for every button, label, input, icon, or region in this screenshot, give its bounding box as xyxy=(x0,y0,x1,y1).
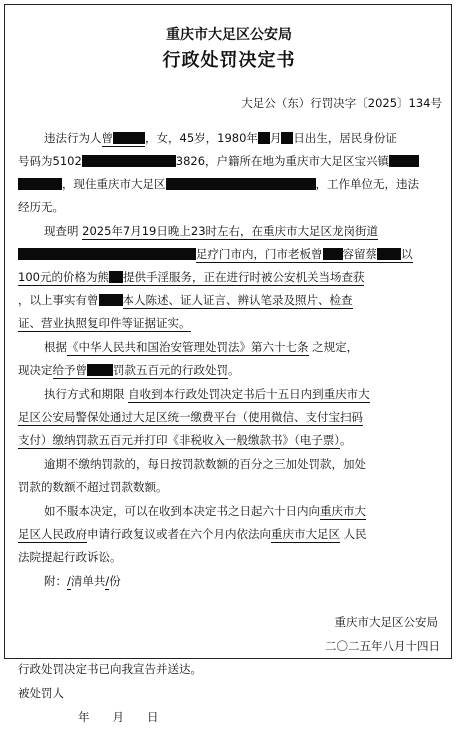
offender-line-1 xyxy=(44,131,397,145)
recipient-signature-label: 被处罚人 xyxy=(18,686,64,700)
redaction-block xyxy=(18,248,196,260)
penalty-decision: 给予曾 罚款五百元的行政处罚 xyxy=(52,363,228,377)
issuing-agency-header: 重庆市大足区公安局 xyxy=(166,27,292,43)
offender-line-3 xyxy=(18,177,419,191)
appeal-lead: 如不服本决定，可以在收到本决定书之日起六十日内向 xyxy=(44,504,320,518)
attachment-count-label: 清单共 xyxy=(70,574,106,588)
issue-date: 二〇二五年八月十四日 xyxy=(325,639,440,653)
execution-deadline: 自收到本行政处罚决定书后十五日内到重庆市大 xyxy=(128,387,370,401)
decision-lead: 现决定 xyxy=(18,363,53,377)
legal-basis-lead: 根据 xyxy=(44,340,67,354)
legal-basis-line-1 xyxy=(44,340,358,354)
incident-time-place: 2025年7月19日晚上23时左右，在重庆市大足区龙岗街道 xyxy=(82,224,379,238)
review-authority-cont: 足区人民政府 xyxy=(18,527,87,541)
legal-basis-line-2 xyxy=(18,363,240,377)
execution-label: 执行方式和期限 xyxy=(44,387,125,401)
appeal-line-3: 法院提起行政诉讼。 xyxy=(18,550,122,564)
legal-basis-tail: 之规定， xyxy=(312,340,359,354)
household-registration: 3826，户籍所在地为重庆市大足区宝兴镇 xyxy=(175,154,390,168)
late-fee-line-1: 逾期不缴纳罚款的，每日按罚款数额的百分之三加处罚款，加处 xyxy=(44,457,366,471)
redaction-block xyxy=(18,178,62,190)
attachment-unit: 份 xyxy=(109,574,121,588)
court-name-tail: 人民 xyxy=(343,527,367,541)
execution-line-3 xyxy=(18,433,352,447)
birth-month-label: 月 xyxy=(269,131,282,145)
offender-label: 违法行为人 xyxy=(44,131,102,145)
redaction-block xyxy=(109,271,123,283)
offender-line-2 xyxy=(18,154,419,168)
attachment-name: / xyxy=(67,574,71,588)
facts-line-1 xyxy=(44,224,378,238)
offender-birth-tail: 日出生，居民身份证 xyxy=(293,131,397,145)
facts-line-2 xyxy=(18,247,413,261)
redaction-block xyxy=(258,132,270,144)
evidence-list-cont: 证、营业执照复印件等证据证实。 xyxy=(18,316,191,330)
redaction-block xyxy=(377,248,401,260)
employment-status: ，工作单位无，违法 xyxy=(315,177,419,191)
offense-history: 经历无。 xyxy=(18,200,64,214)
execution-line-2 xyxy=(18,410,363,424)
attachment-line xyxy=(44,574,121,588)
facts-line-5 xyxy=(18,316,191,330)
service-acknowledgement: 行政处罚决定书已向我宣告并送达。 xyxy=(18,662,202,676)
redaction-block xyxy=(82,155,176,167)
execution-line-1 xyxy=(44,387,370,401)
document-title: 行政处罚决定书 xyxy=(162,50,296,71)
attachment-label: 附： xyxy=(44,574,67,588)
redaction-block xyxy=(87,364,113,376)
court-name: 重庆市大足区 xyxy=(271,527,340,541)
execution-period: 。 xyxy=(340,433,352,447)
offender-gender-age: ，女，45岁，1980年 xyxy=(145,131,258,145)
appeal-line-2 xyxy=(18,527,367,541)
evidence-list: 本人陈述、证人证言、辨认笔录及照片、检查 xyxy=(122,293,353,307)
appeal-line-1 xyxy=(44,504,366,518)
residence-prefix: ，现住重庆市大足区 xyxy=(62,177,166,191)
facts-line-4 xyxy=(18,293,353,307)
decision-period: 。 xyxy=(228,363,240,377)
signing-agency: 重庆市大足区公安局 xyxy=(334,615,438,629)
facts-lead: 现查明 xyxy=(44,224,79,238)
legal-citation: 《中华人民共和国治安管理处罚法》第六十七条 xyxy=(67,340,309,354)
attachment-count: / xyxy=(105,574,110,588)
offender-name: 曾 xyxy=(102,131,146,147)
incident-venue: 足疗门市内，门市老板曾 容留蔡 以 xyxy=(196,247,413,261)
redaction-block xyxy=(281,132,293,144)
payment-instructions: 支付）缴纳罚款五百元并打印《非税收入一般缴款书》（电子票） xyxy=(18,433,340,447)
review-authority: 重庆市大 xyxy=(320,504,366,518)
payment-platform: 足区公安局警保处通过大足区统一缴费平台（使用微信、支付宝扫码 xyxy=(18,410,363,424)
evidence-lead: ，以上事实有曾 xyxy=(18,293,99,307)
appeal-options: 申请行政复议或者在六个月内依法向 xyxy=(87,527,271,541)
redaction-block xyxy=(389,155,419,167)
facts-line-3 xyxy=(18,270,364,284)
redaction-block xyxy=(166,178,316,190)
redaction-block xyxy=(323,248,343,260)
redaction-block xyxy=(99,294,123,306)
incident-description: 100元的价格为熊 提供手淫服务，正在进行时被公安机关当场查获 xyxy=(18,270,365,284)
offender-line-4 xyxy=(18,200,64,214)
redaction-block xyxy=(113,132,145,144)
document-number: 大足公（东）行罚决字〔2025〕134号 xyxy=(241,96,442,110)
late-fee-line-2: 罚款的数额不超过罚款数额。 xyxy=(18,480,168,494)
id-number-prefix: 号码为5102 xyxy=(18,154,82,168)
recipient-sign-date: 年 月 日 xyxy=(78,710,159,724)
